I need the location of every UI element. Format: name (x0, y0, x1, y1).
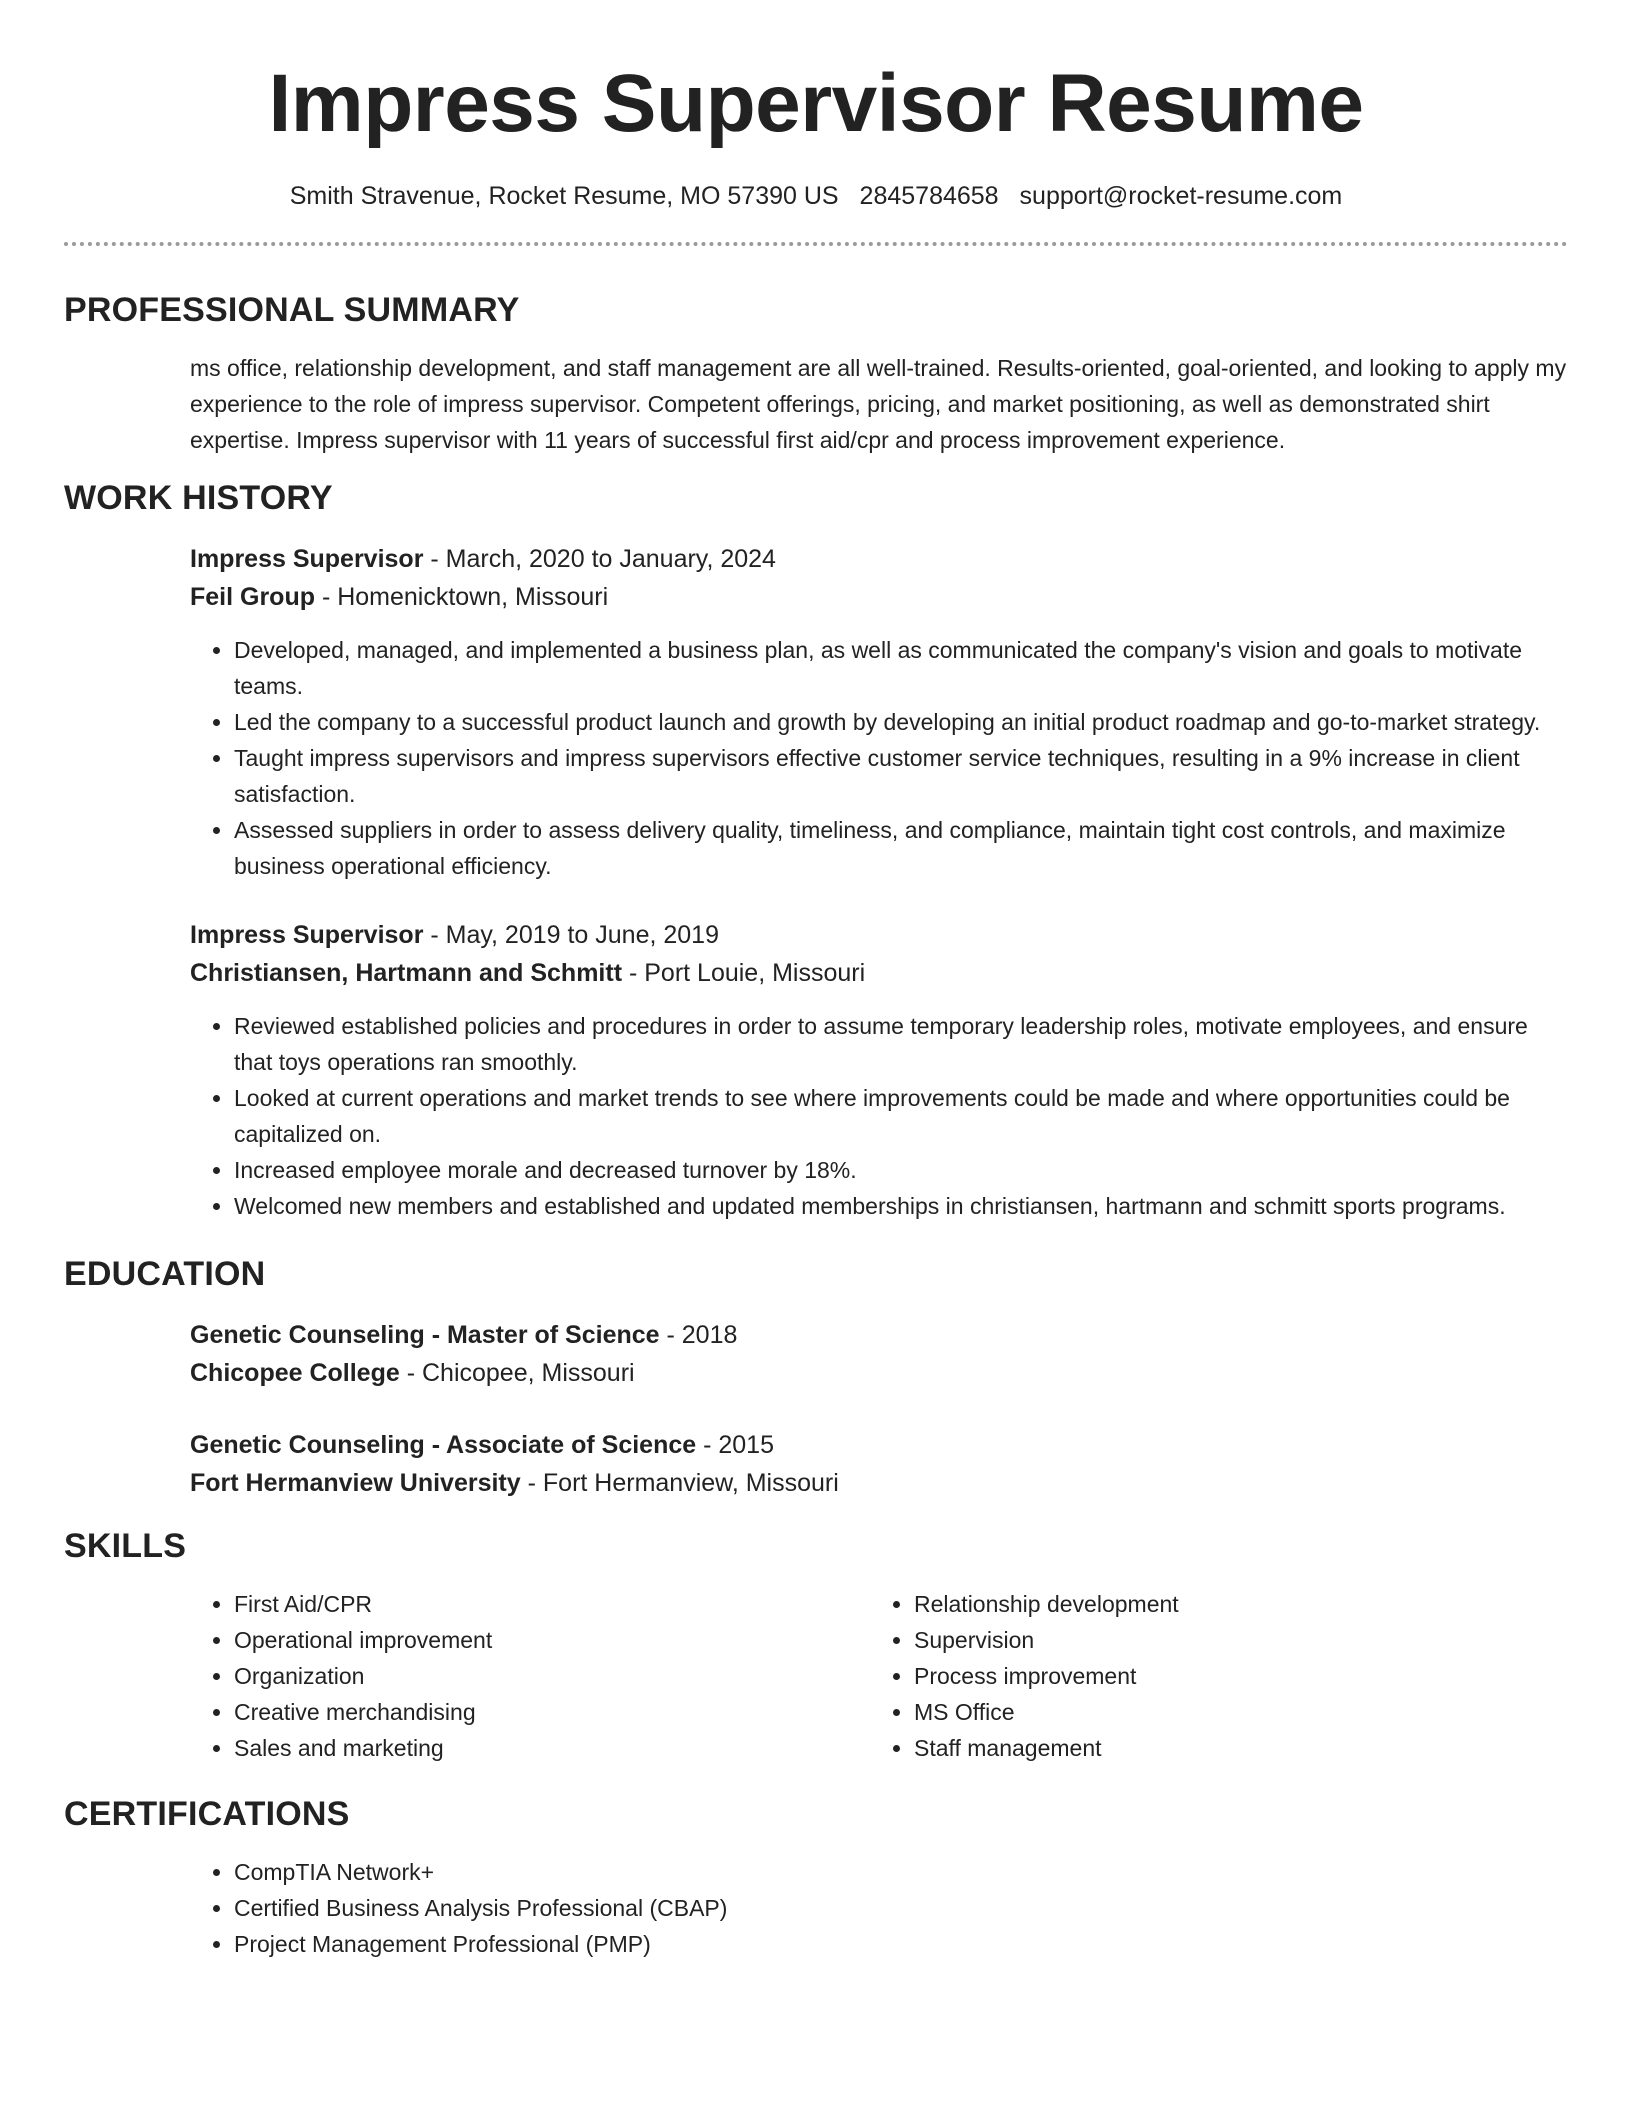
job-company: Christiansen, Hartmann and Schmitt (190, 959, 623, 987)
job-title-line (190, 916, 1568, 954)
resume-page (64, 0, 1568, 1962)
skill-item: • Relationship development (914, 1586, 1550, 1622)
school-name: Fort Hermanview University (190, 1469, 521, 1497)
job-dates: - May, 2019 to June, 2019 (423, 921, 719, 949)
contact-address: Smith Stravenue, Rocket Resume, MO 57390 US (289, 182, 839, 210)
job-bullet: • Developed, managed, and implemented a business plan, as well as communicated the company's vision and goals to motivate teams. (234, 632, 1568, 704)
skills-heading: SKILLS (64, 1527, 187, 1565)
degree-year: - 2015 (696, 1431, 774, 1459)
degree-line (190, 1426, 1568, 1464)
job-location: - Port Louie, Missouri (622, 959, 866, 987)
school-line (190, 1354, 1568, 1392)
education-heading: EDUCATION (64, 1255, 266, 1293)
job-location: - Homenicktown, Missouri (315, 583, 609, 611)
contact-phone: 2845784658 (859, 182, 999, 210)
job-title: Impress Supervisor (190, 921, 424, 949)
job-dates: - March, 2020 to January, 2024 (423, 545, 776, 573)
job-entry (190, 540, 1568, 884)
job-company: Feil Group (190, 583, 315, 611)
skill-item: • First Aid/CPR (234, 1586, 870, 1622)
skill-item: • Operational improvement (234, 1622, 870, 1658)
skills-list (870, 1586, 1550, 1766)
job-bullet: • Reviewed established policies and procedures in order to assume temporary leadership roles, motivate employees, and ensure that toys operations ran smoothly. (234, 1008, 1568, 1080)
school-location: - Chicopee, Missouri (399, 1359, 635, 1387)
degree-line (190, 1316, 1568, 1354)
degree-name: Genetic Counseling - Master of Science (190, 1321, 660, 1349)
certifications-heading: CERTIFICATIONS (64, 1795, 350, 1833)
job-bullet: • Assessed suppliers in order to assess delivery quality, timeliness, and compliance, maintain tight cost controls, and maximize business operational efficiency. (234, 812, 1568, 884)
certification-item: • CompTIA Network+ (234, 1854, 1568, 1890)
certification-item: • Project Management Professional (PMP) (234, 1926, 1568, 1962)
certifications-block (190, 1854, 1568, 1962)
job-bullets (190, 632, 1568, 884)
job-company-line (190, 578, 1568, 616)
skill-item: • Staff management (914, 1730, 1550, 1766)
certifications-list (190, 1854, 1568, 1962)
skill-item: • Creative merchandising (234, 1694, 870, 1730)
work-history-heading: WORK HISTORY (64, 479, 333, 517)
education-entry (190, 1426, 1568, 1502)
school-line (190, 1464, 1568, 1502)
school-name: Chicopee College (190, 1359, 400, 1387)
job-bullet: • Increased employee morale and decreased turnover by 18%. (234, 1152, 1568, 1188)
job-title: Impress Supervisor (190, 545, 424, 573)
skills-grid (190, 1586, 1568, 1766)
summary-text: ms office, relationship development, and staff management are all well-trained. Results-oriented, goal-oriented, and looking to apply my experience to the role of impress supervisor. Competent offerings, pricing, and market positioning, as well as demonstrated shirt expertise. Impress supervisor with 11 years of successful first aid/cpr and process improvement experience. (190, 355, 1567, 453)
job-bullet: • Looked at current operations and market trends to see where improvements could be made and where opportunities could be capitalized on. (234, 1080, 1568, 1152)
job-bullets (190, 1008, 1568, 1224)
skills-column-right (870, 1586, 1550, 1766)
skills-column-left (190, 1586, 870, 1766)
summary-heading: PROFESSIONAL SUMMARY (64, 291, 520, 329)
job-bullet: • Welcomed new members and established and updated memberships in christiansen, hartmann and schmitt sports programs. (234, 1188, 1568, 1224)
job-company-line (190, 954, 1568, 992)
education-entry (190, 1316, 1568, 1392)
contact-email: support@rocket-resume.com (1019, 182, 1343, 210)
job-entry (190, 916, 1568, 1224)
degree-year: - 2018 (659, 1321, 738, 1349)
skill-item: • Supervision (914, 1622, 1550, 1658)
skill-item: • Organization (234, 1658, 870, 1694)
skill-item: • Sales and marketing (234, 1730, 870, 1766)
job-title-line (190, 540, 1568, 578)
job-bullet: • Led the company to a successful product launch and growth by developing an initial product roadmap and go-to-market strategy. (234, 704, 1568, 740)
skill-item: • Process improvement (914, 1658, 1550, 1694)
job-bullet: • Taught impress supervisors and impress supervisors effective customer service techniques, resulting in a 9% increase in client satisfaction. (234, 740, 1568, 812)
resume-title: Impress Supervisor Resume (268, 58, 1364, 149)
school-location: - Fort Hermanview, Missouri (520, 1469, 839, 1497)
skill-item: • MS Office (914, 1694, 1550, 1730)
certification-item: • Certified Business Analysis Professional (CBAP) (234, 1890, 1568, 1926)
degree-name: Genetic Counseling - Associate of Science (190, 1431, 697, 1459)
skills-list (190, 1586, 870, 1766)
header-divider (64, 242, 1568, 246)
contact-line (64, 180, 1568, 212)
